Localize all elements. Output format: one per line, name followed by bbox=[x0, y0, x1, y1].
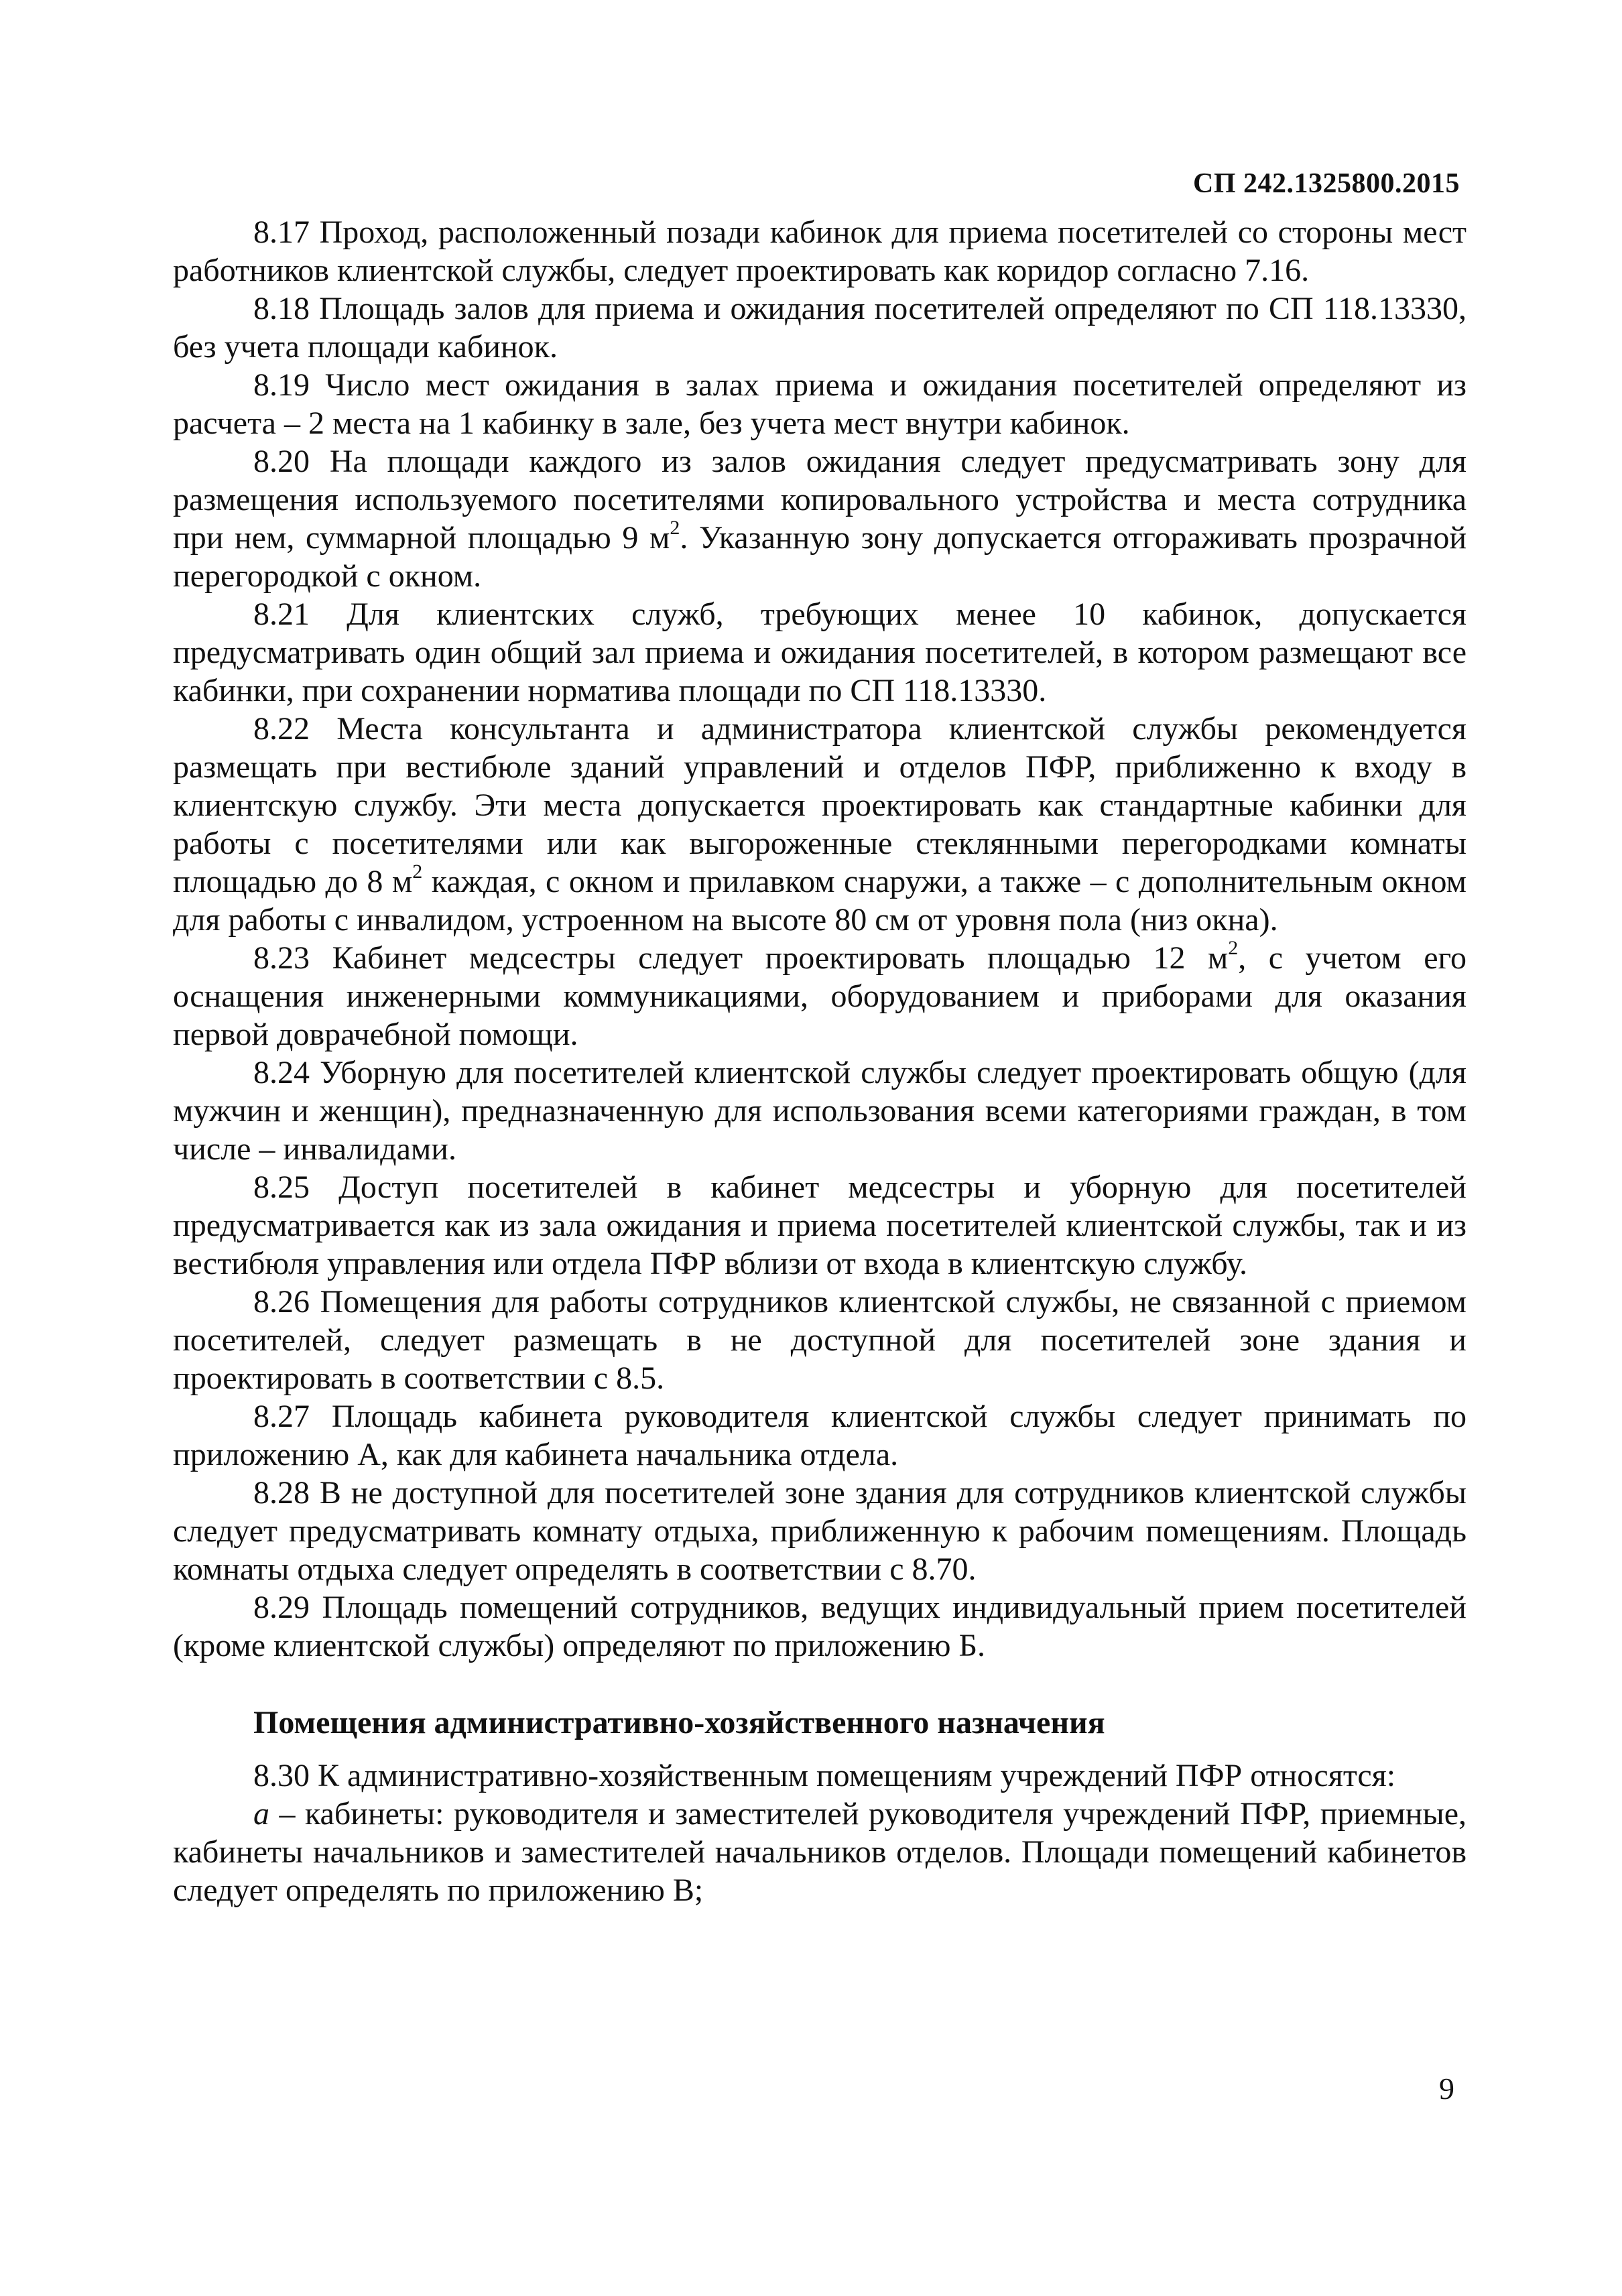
paragraph-text-continued: каждая, с окном и прилавком снаружи, а также – с дополнительным окном для работы с инвалидом, устроенном на высоте 80 см от уровня пола (низ окна). bbox=[173, 864, 1467, 938]
document-code: СП 242.1325800.2015 bbox=[1193, 168, 1460, 199]
paragraph-text: Площадь кабинета руководителя клиентской службы следует принимать по приложению А, как для кабинета начальника отдела. bbox=[173, 1399, 1467, 1472]
page-number: 9 bbox=[1439, 2071, 1454, 2106]
paragraph-number: 8.22 bbox=[253, 711, 310, 747]
paragraph-number: 8.27 bbox=[253, 1399, 310, 1434]
paragraph-text: Площадь залов для приема и ожидания посетителей определяют по СП 118.13330, без учета площади кабинок. bbox=[173, 291, 1467, 365]
paragraph-text-continued: . Указанную зону допускается отгораживать прозрачной перегородкой с окном. bbox=[173, 520, 1467, 594]
paragraph-text: Кабинет медсестры следует проектировать площадью 12 м bbox=[332, 940, 1229, 976]
paragraph-text: Уборную для посетителей клиентской службы следует проектировать общую (для мужчин и женщин), предназначенную для использования всеми категориями граждан, в том числе – инвалидами. bbox=[173, 1055, 1467, 1167]
list-item-a bbox=[173, 1795, 1467, 1909]
paragraph-text: Площадь помещений сотрудников, ведущих индивидуальный прием посетителей (кроме клиентской службы) определяют по приложению Б. bbox=[173, 1590, 1467, 1663]
paragraph-8-19 bbox=[173, 366, 1467, 442]
paragraph-number: 8.30 bbox=[253, 1758, 310, 1793]
paragraph-text: Помещения для работы сотрудников клиентской службы, не связанной с приемом посетителей, следует размещать в не доступной для посетителей зоне здания и проектировать в соответствии с 8.5. bbox=[173, 1284, 1467, 1396]
paragraph-text: Для клиентских служб, требующих менее 10 кабинок, допускается предусматривать один общий зал приема и ожидания посетителей, в котором размещают все кабинки, при сохранении норматива площади по СП 118.13330. bbox=[173, 596, 1467, 708]
paragraph-text-continued: , с учетом его оснащения инженерными коммуникациями, оборудованием и приборами для оказания первой доврачебной помощи. bbox=[173, 940, 1467, 1052]
paragraph-text: На площади каждого из залов ожидания следует предусматривать зону для размещения используемого посетителями копировального устройства и места сотрудника при нем, суммарной площадью 9 м bbox=[173, 444, 1467, 556]
paragraph-number: 8.19 bbox=[253, 367, 310, 403]
superscript: 2 bbox=[1228, 937, 1239, 959]
paragraph-text: В не доступной для посетителей зоне здания для сотрудников клиентской службы следует предусматривать комнату отдыха, приближенную к рабочим помещениям. Площадь комнаты отдыха следует определять в соответствии с 8.70. bbox=[173, 1475, 1467, 1587]
list-marker: а bbox=[253, 1796, 269, 1832]
paragraph-8-25 bbox=[173, 1168, 1467, 1283]
section-heading: Помещения административно-хозяйственного назначения bbox=[253, 1705, 1105, 1740]
superscript: 2 bbox=[412, 860, 423, 883]
paragraph-number: 8.26 bbox=[253, 1284, 310, 1320]
paragraph-number: 8.24 bbox=[253, 1055, 310, 1090]
paragraph-8-21 bbox=[173, 595, 1467, 710]
paragraph-number: 8.21 bbox=[253, 596, 310, 632]
paragraph-8-28 bbox=[173, 1474, 1467, 1588]
paragraph-text: Места консультанта и администратора клиентской службы рекомендуется размещать при вестибюле зданий управлений и отделов ПФР, приближенно к входу в клиентскую службу. Эти места допускается проектировать как стандартные кабинки для работы с посетителями или как выгороженные стеклянными перегородками комнаты площадью до 8 м bbox=[173, 711, 1467, 899]
paragraph-number: 8.25 bbox=[253, 1169, 310, 1205]
superscript: 2 bbox=[670, 517, 680, 539]
paragraph-text: Проход, расположенный позади кабинок для приема посетителей со стороны мест работников клиентской службы, следует проектировать как коридор согласно 7.16. bbox=[173, 214, 1467, 288]
paragraph-8-27 bbox=[173, 1397, 1467, 1474]
paragraph-number: 8.17 bbox=[253, 214, 310, 250]
paragraph-text: Число мест ожидания в залах приема и ожидания посетителей определяют из расчета – 2 места на 1 кабинку в зале, без учета мест внутри кабинок. bbox=[173, 367, 1467, 441]
paragraph-8-24 bbox=[173, 1054, 1467, 1168]
document-body bbox=[173, 213, 1467, 1909]
paragraph-8-18 bbox=[173, 290, 1467, 366]
paragraph-number: 8.20 bbox=[253, 444, 310, 479]
paragraph-8-17 bbox=[173, 213, 1467, 290]
paragraph-8-26 bbox=[173, 1283, 1467, 1397]
paragraph-number: 8.28 bbox=[253, 1475, 310, 1511]
paragraph-8-29 bbox=[173, 1588, 1467, 1665]
paragraph-8-30 bbox=[173, 1757, 1467, 1795]
paragraph-8-22 bbox=[173, 710, 1467, 939]
list-item-text: – кабинеты: руководителя и заместителей руководителя учреждений ПФР, приемные, кабинеты начальников и заместителей начальников отделов. Площади помещений кабинетов следует определять по приложению В; bbox=[173, 1796, 1467, 1908]
paragraph-number: 8.18 bbox=[253, 291, 310, 326]
paragraph-8-20 bbox=[173, 442, 1467, 595]
paragraph-text: К административно-хозяйственным помещениям учреждений ПФР относятся: bbox=[318, 1758, 1396, 1793]
paragraph-8-23 bbox=[173, 939, 1467, 1054]
paragraph-number: 8.29 bbox=[253, 1590, 310, 1625]
paragraph-number: 8.23 bbox=[253, 940, 310, 976]
paragraph-text: Доступ посетителей в кабинет медсестры и уборную для посетителей предусматривается как из зала ожидания и приема посетителей клиентской службы, так и из вестибюля управления или отдела ПФР вблизи от входа в клиентскую службу. bbox=[173, 1169, 1467, 1281]
